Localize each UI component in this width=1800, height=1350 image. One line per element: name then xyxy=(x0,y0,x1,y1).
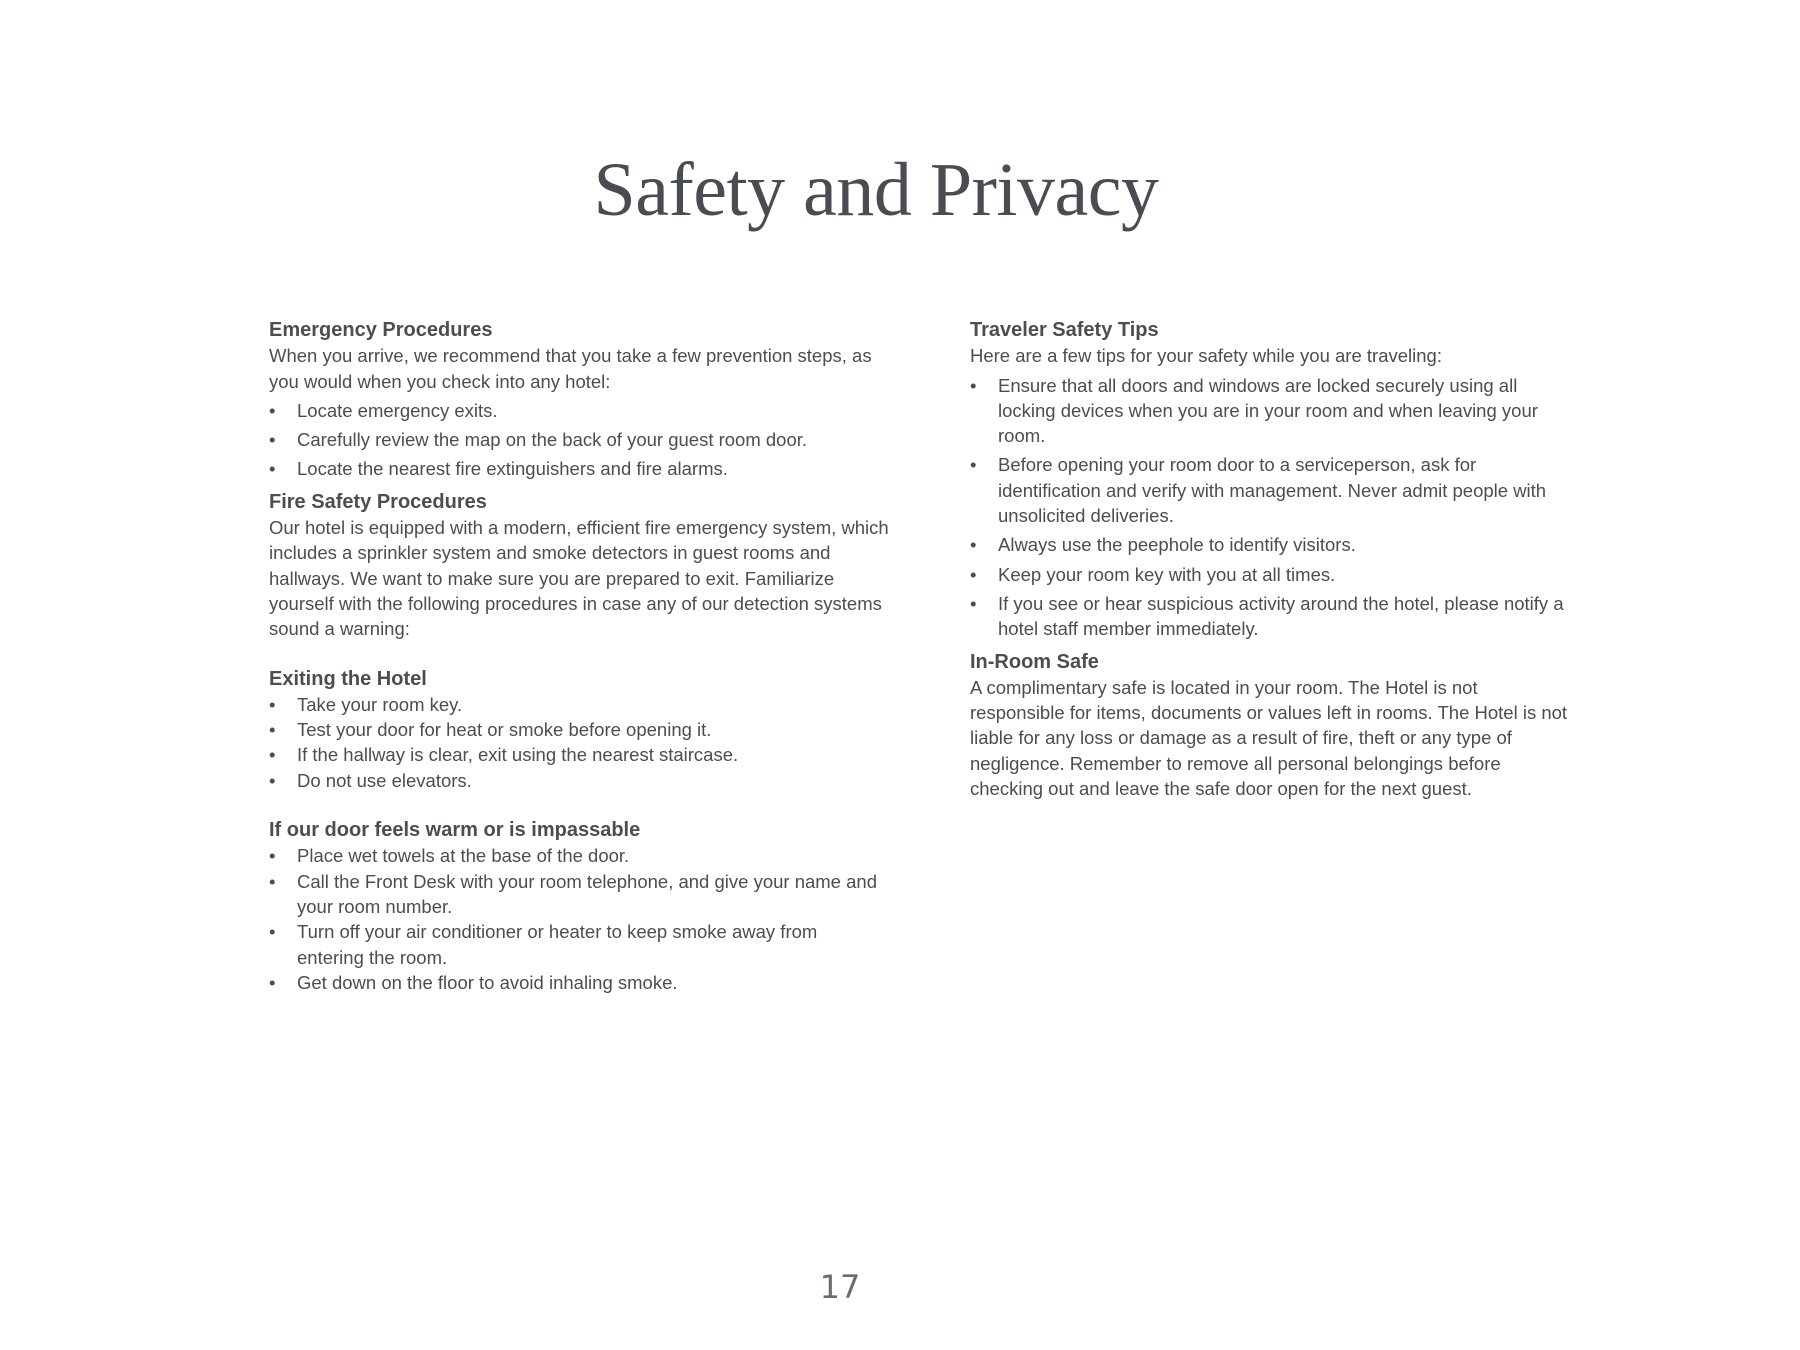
list-item xyxy=(970,562,1570,587)
list-item-text: Before opening your room door to a serviceperson, ask for identification and verify with management. Never admit people with unsolicited deliveries. xyxy=(998,454,1547,527)
emergency-intro: When you arrive, we recommend that you take a few prevention steps, as you would when you check into any hotel: xyxy=(269,345,872,392)
list-item-text: Get down on the floor to avoid inhaling smoke. xyxy=(297,971,678,993)
list-item-text: Place wet towels at the base of the door. xyxy=(297,845,630,867)
traveler-list xyxy=(970,373,1570,642)
bullet: • xyxy=(970,454,977,476)
list-item-text: Carefully review the map on the back of your guest room door. xyxy=(297,429,808,451)
bullet: • xyxy=(269,719,276,741)
list-item xyxy=(269,717,889,742)
emergency-heading: Emergency Procedures xyxy=(269,319,493,341)
bullet: • xyxy=(269,429,276,451)
list-item-text: Do not use elevators. xyxy=(297,769,472,791)
bullet: • xyxy=(970,534,977,556)
emergency-list xyxy=(269,398,889,482)
page-title: Safety and Privacy xyxy=(593,148,1159,232)
list-item-text: Test your door for heat or smoke before opening it. xyxy=(297,719,712,741)
bullet: • xyxy=(269,769,276,791)
fire-safety-body: Our hotel is equipped with a modern, efficient fire emergency system, which includes a sprinkler system and smoke detectors in guest rooms and hallways. We want to make sure you are prepared to exit. Familiarize yourself with the following procedures in case any of our detection systems sound a warning: xyxy=(269,517,889,640)
bullet: • xyxy=(269,845,276,867)
bullet: • xyxy=(970,374,977,396)
safe-body: A complimentary safe is located in your room. The Hotel is not responsible for items, documents or values left in rooms. The Hotel is not liable for any loss or damage as a result of fire, theft or any type of negligence. Remember to remove all personal belongings before checking out and leave the safe door open for the next guest. xyxy=(970,676,1568,800)
list-item-text: If you see or hear suspicious activity around the hotel, please notify a hotel staff member immediately. xyxy=(998,592,1564,640)
list-item xyxy=(269,768,889,793)
list-item xyxy=(269,742,889,767)
list-item-text: Ensure that all doors and windows are locked securely using all locking devices when you are in your room and when leaving your room. xyxy=(998,374,1538,447)
safe-heading: In-Room Safe xyxy=(970,650,1099,673)
list-item-text: Locate the nearest fire extinguishers and fire alarms. xyxy=(297,458,728,480)
list-item xyxy=(269,456,889,481)
list-item xyxy=(269,692,889,717)
list-item xyxy=(269,970,889,995)
fire-safety-heading: Fire Safety Procedures xyxy=(269,490,487,513)
list-item xyxy=(269,919,889,970)
bullet: • xyxy=(269,693,276,715)
bullet: • xyxy=(970,592,977,614)
list-item xyxy=(269,398,889,423)
list-item xyxy=(970,532,1570,557)
bullet: • xyxy=(269,458,276,480)
list-item-text: Locate emergency exits. xyxy=(297,399,498,421)
page-number: 17 xyxy=(819,1268,861,1306)
list-item xyxy=(269,869,889,920)
exiting-heading: Exiting the Hotel xyxy=(269,667,427,690)
right-column xyxy=(970,318,1570,801)
bullet: • xyxy=(269,744,276,766)
door-warm-list xyxy=(269,843,889,995)
list-item xyxy=(269,427,889,452)
bullet: • xyxy=(269,971,276,993)
left-column xyxy=(269,318,889,995)
bullet: • xyxy=(269,921,276,943)
list-item-text: Turn off your air conditioner or heater to keep smoke away from entering the room. xyxy=(297,921,818,968)
list-item xyxy=(970,591,1570,642)
traveler-heading: Traveler Safety Tips xyxy=(970,319,1159,341)
list-item-text: Keep your room key with you at all times. xyxy=(998,563,1336,585)
bullet: • xyxy=(269,870,276,892)
exiting-list xyxy=(269,692,889,793)
list-item xyxy=(970,452,1570,528)
list-item-text: Take your room key. xyxy=(297,693,463,715)
door-warm-heading: If our door feels warm or is impassable xyxy=(269,819,641,842)
traveler-intro: Here are a few tips for your safety while you are traveling: xyxy=(970,345,1442,367)
bullet: • xyxy=(269,399,276,421)
list-item-text: Call the Front Desk with your room telephone, and give your name and your room number. xyxy=(297,870,877,917)
bullet: • xyxy=(970,563,977,585)
list-item-text: If the hallway is clear, exit using the nearest staircase. xyxy=(297,744,739,766)
list-item-text: Always use the peephole to identify visitors. xyxy=(998,534,1356,556)
list-item xyxy=(970,373,1570,449)
list-item xyxy=(269,843,889,868)
